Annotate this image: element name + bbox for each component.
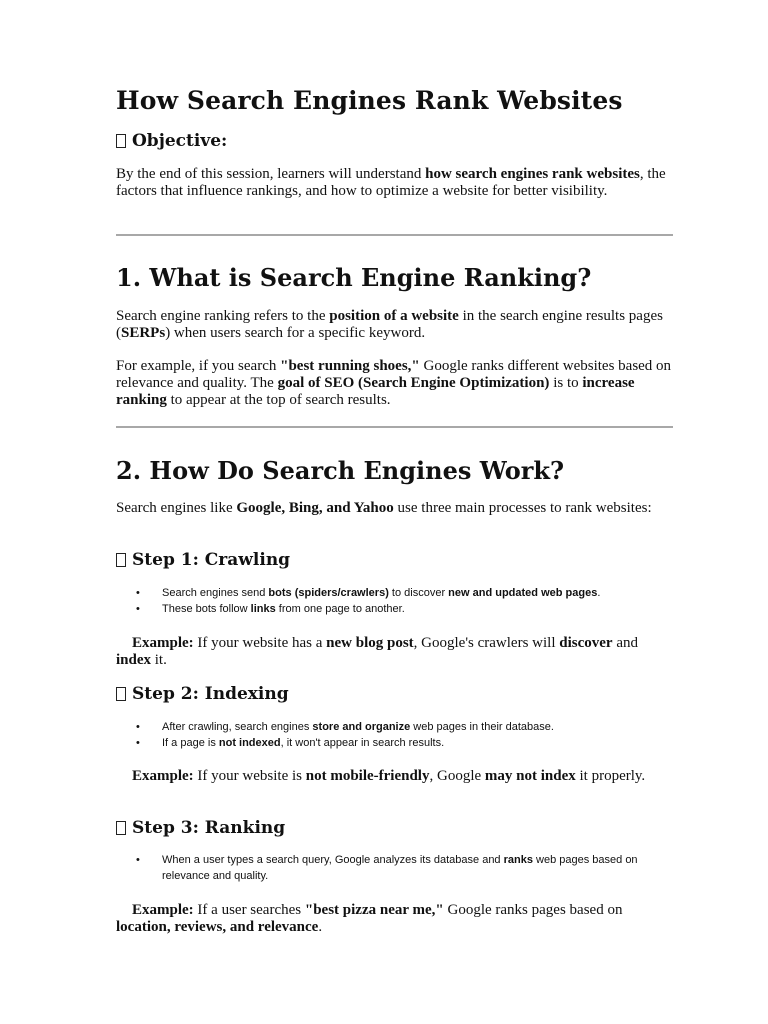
paragraph: Search engine ranking refers to the position of a website in the search engine results pages (SERPs) when users search for a specific keyword.	[116, 308, 663, 341]
objective-paragraph: By the end of this session, learners will understand how search engines rank websites, the factors that influence rankings, and how to optimize a website for better visibility.	[116, 166, 666, 199]
objective-heading: Objective:	[116, 131, 227, 151]
paragraph: For example, if you search "best running shoes," Google ranks different websites based on relevance and quality. The goal of SEO (Search Engine Optimization) is to increase ranking to appear at the top of search results.	[116, 358, 672, 408]
section-heading: 2. How Do Search Engines Work?	[116, 456, 565, 485]
missing-glyph-icon	[116, 821, 126, 835]
bullet-list	[116, 853, 656, 884]
section-divider	[116, 234, 673, 236]
step-heading: Step 2: Indexing	[116, 684, 289, 704]
missing-glyph-icon	[116, 134, 126, 148]
step-heading: Step 3: Ranking	[116, 818, 285, 838]
example-paragraph: Example: If your website has a new blog post, Google's crawlers will discover and index it.	[116, 635, 639, 668]
example-paragraph: Example: If a user searches "best pizza near me," Google ranks pages based on location, reviews, and relevance.	[116, 902, 623, 935]
bullet-list	[116, 586, 656, 617]
section-heading: 1. What is Search Engine Ranking?	[116, 263, 592, 292]
section-divider	[116, 426, 673, 428]
missing-glyph-icon	[116, 687, 126, 701]
list-item: • These bots follow links from one page to another.	[116, 602, 656, 618]
list-item: • Search engines send bots (spiders/crawlers) to discover new and updated web pages.	[116, 586, 656, 602]
paragraph: Search engines like Google, Bing, and Yahoo use three main processes to rank websites:	[116, 500, 652, 516]
list-item: • If a page is not indexed, it won't appear in search results.	[116, 736, 656, 752]
list-item: • After crawling, search engines store and organize web pages in their database.	[116, 720, 656, 736]
step-heading: Step 1: Crawling	[116, 550, 290, 570]
page-title: How Search Engines Rank Websites	[116, 86, 623, 115]
list-item: • When a user types a search query, Google analyzes its database and ranks web pages based on relevance and quality.	[116, 853, 656, 884]
example-paragraph: Example: If your website is not mobile-friendly, Google may not index it properly.	[132, 768, 646, 784]
bullet-list	[116, 720, 656, 751]
missing-glyph-icon	[116, 553, 126, 567]
